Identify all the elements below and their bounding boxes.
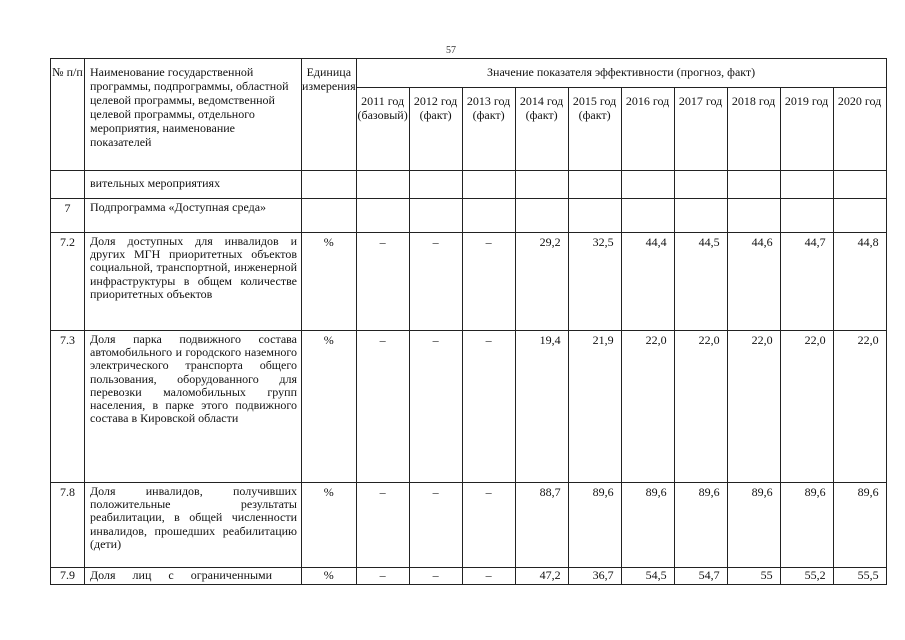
row-value (356, 171, 409, 199)
row-value (621, 199, 674, 233)
row-value: 22,0 (674, 331, 727, 483)
row-value (674, 199, 727, 233)
row-num: 7.2 (51, 233, 85, 331)
header-year: 2016 год (621, 88, 674, 171)
header-year: 2015 год (факт) (568, 88, 621, 171)
row-value: 89,6 (568, 483, 621, 568)
row-value: 36,7 (568, 568, 621, 585)
row-value: 22,0 (621, 331, 674, 483)
header-unit: Единица измерения (302, 59, 357, 171)
table-row (51, 233, 887, 331)
row-value (780, 199, 833, 233)
row-value: 89,6 (780, 483, 833, 568)
header-year: 2014 год (факт) (515, 88, 568, 171)
indicators-table (50, 58, 887, 585)
header-name: Наименование государственной программы, подпрограммы, областной целевой программы, ведомственной целевой программы, отдельного мероприятия, наименование показателей (85, 59, 302, 171)
table-row (51, 568, 887, 585)
row-value: 55 (727, 568, 780, 585)
row-value (356, 199, 409, 233)
row-value: – (356, 568, 409, 585)
row-num: 7.9 (51, 568, 85, 585)
row-value: 89,6 (674, 483, 727, 568)
row-value: 89,6 (621, 483, 674, 568)
row-value (462, 171, 515, 199)
row-name: Доля доступных для инвалидов и других МГН приоритетных объектов социальной, транспортной, инженерной инфраструктуры в общем количестве приоритетных объектов (85, 233, 302, 331)
row-value (727, 171, 780, 199)
row-value: 89,6 (727, 483, 780, 568)
row-value: 22,0 (833, 331, 886, 483)
row-name: Доля парка подвижного состава автомобильного и городского наземного электрического транспорта общего пользования, оборудованного для перевозки маломобильных групп населения, в парке этого подвижного состава в Кировской области (85, 331, 302, 483)
row-value (621, 171, 674, 199)
row-num: 7.3 (51, 331, 85, 483)
row-value: – (409, 483, 462, 568)
row-value: 54,5 (621, 568, 674, 585)
row-unit: % (302, 233, 357, 331)
row-num: 7 (51, 199, 85, 233)
header-num: № п/п (51, 59, 85, 171)
row-name: Доля лиц с ограниченными (85, 568, 302, 585)
row-value (409, 171, 462, 199)
row-unit: % (302, 483, 357, 568)
row-value: 47,2 (515, 568, 568, 585)
row-value (727, 199, 780, 233)
row-value: – (409, 331, 462, 483)
row-num: 7.8 (51, 483, 85, 568)
row-unit: % (302, 568, 357, 585)
row-unit: % (302, 331, 357, 483)
row-value: 54,7 (674, 568, 727, 585)
row-unit (302, 199, 357, 233)
header-year: 2019 год (780, 88, 833, 171)
row-value: 44,6 (727, 233, 780, 331)
header-year: 2018 год (727, 88, 780, 171)
row-value (568, 199, 621, 233)
row-value: 89,6 (833, 483, 886, 568)
row-value: – (409, 568, 462, 585)
table-row (51, 483, 887, 568)
row-value: 44,5 (674, 233, 727, 331)
row-value (833, 171, 886, 199)
row-num (51, 171, 85, 199)
row-value: 55,5 (833, 568, 886, 585)
row-value: – (356, 233, 409, 331)
row-value: 44,8 (833, 233, 886, 331)
row-value: – (462, 483, 515, 568)
header-year: 2013 год (факт) (462, 88, 515, 171)
table-row (51, 171, 887, 199)
header-year: 2011 год (базовый) (356, 88, 409, 171)
row-value: – (356, 483, 409, 568)
row-value: 22,0 (780, 331, 833, 483)
header-year: 2012 год (факт) (409, 88, 462, 171)
row-name: Доля инвалидов, получивших положительные результаты реабилитации, в общей численности инвалидов, прошедших реабилитацию (дети) (85, 483, 302, 568)
row-value (674, 171, 727, 199)
row-value: 21,9 (568, 331, 621, 483)
row-value: 88,7 (515, 483, 568, 568)
row-value: 19,4 (515, 331, 568, 483)
header-year: 2017 год (674, 88, 727, 171)
row-value: 55,2 (780, 568, 833, 585)
page-number: 57 (446, 45, 456, 56)
row-value: – (462, 568, 515, 585)
row-value (780, 171, 833, 199)
row-value: – (356, 331, 409, 483)
row-value: 22,0 (727, 331, 780, 483)
row-name: вительных мероприятиях (85, 171, 302, 199)
header-values: Значение показателя эффективности (прогноз, факт) (356, 59, 886, 88)
row-value (409, 199, 462, 233)
table-row (51, 199, 887, 233)
row-unit (302, 171, 357, 199)
row-value: – (409, 233, 462, 331)
row-value: – (462, 233, 515, 331)
row-value (515, 199, 568, 233)
row-value (515, 171, 568, 199)
row-value: – (462, 331, 515, 483)
row-value: 32,5 (568, 233, 621, 331)
row-value: 44,7 (780, 233, 833, 331)
row-value (462, 199, 515, 233)
row-value (568, 171, 621, 199)
row-name: Подпрограмма «Доступная среда» (85, 199, 302, 233)
row-value: 44,4 (621, 233, 674, 331)
header-year: 2020 год (833, 88, 886, 171)
row-value: 29,2 (515, 233, 568, 331)
row-value (833, 199, 886, 233)
table-row (51, 331, 887, 483)
